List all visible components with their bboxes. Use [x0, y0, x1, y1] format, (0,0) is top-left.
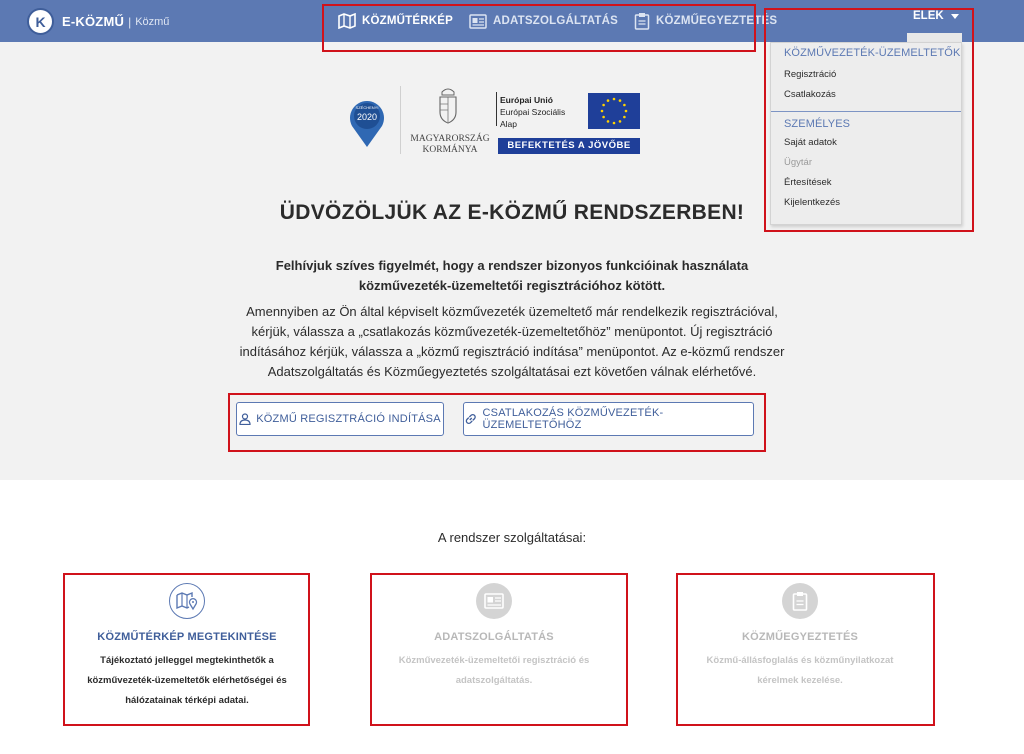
user-dropdown	[770, 42, 962, 225]
clipboard-icon	[792, 591, 808, 611]
card-description	[73, 651, 301, 711]
eu-flag-icon	[588, 93, 640, 129]
description-line: kérjük, válassza a „csatlakozás közművezeték-üzemeltetőhöz” menüpontot. Új regisztráció	[251, 324, 773, 339]
brand[interactable]	[27, 8, 169, 35]
description-line: Amennyiben az Ön által képviselt közművezeték üzemeltető már rendelkezik regisztrációval,	[246, 304, 778, 319]
id-card-icon	[484, 593, 504, 609]
dropdown-section-operators: KÖZMŰVEZETÉK-ÜZEMELTETŐK	[784, 47, 961, 59]
user-menu-tab	[907, 33, 962, 42]
government-text	[410, 134, 490, 156]
card-title: KÖZMŰTÉRKÉP MEGTEKINTÉSE	[97, 631, 277, 643]
brand-separator: |	[128, 14, 132, 29]
eu-line2: Európai Szociális	[500, 107, 566, 117]
start-registration-button[interactable]	[236, 402, 444, 436]
nav-adatszolgaltatas[interactable]	[469, 14, 618, 29]
user-menu-toggle[interactable]	[913, 10, 959, 22]
eu-line3: Alap	[500, 119, 518, 129]
caret-down-icon	[951, 14, 959, 19]
notice-line: közművezeték-üzemeltetői regisztrációhoz kötött.	[358, 278, 666, 293]
dropdown-item-notifications[interactable]: Értesítések	[784, 177, 832, 188]
button-label: CSATLAKOZÁS KÖZMŰVEZETÉK-ÜZEMELTETŐHÖZ	[482, 407, 664, 431]
nav-label: KÖZMŰTÉRKÉP	[362, 15, 454, 27]
clipboard-icon	[634, 12, 650, 30]
card-icon-wrap	[169, 583, 205, 619]
description-text	[0, 302, 1024, 382]
dropdown-section-personal: SZEMÉLYES	[784, 118, 851, 130]
coat-of-arms-icon	[436, 86, 460, 124]
dropdown-item-connect[interactable]: Csatlakozás	[784, 89, 836, 100]
nav-kozmuegyeztetes[interactable]	[634, 12, 777, 30]
top-navbar	[0, 0, 1024, 42]
notice-text	[0, 256, 1024, 296]
card-icon-wrap	[476, 583, 512, 619]
card-line: Közművezeték-üzemeltetői regisztráció és	[398, 655, 590, 666]
card-line: kérelmek kezelése.	[757, 675, 843, 686]
nav-label: ADATSZOLGÁLTATÁS	[493, 15, 619, 27]
szechenyi-label: SZÉCHENYI	[355, 105, 379, 110]
government-line2: KORMÁNYA	[422, 145, 478, 155]
eu-text	[500, 94, 565, 130]
dropdown-item-ugytar: Ügytár	[784, 157, 812, 168]
brand-name: E-KÖZMŰ	[62, 14, 125, 29]
card-line: Tájékoztató jelleggel megtekinthetők a	[100, 655, 274, 666]
service-card-kozmuegyeztetes	[678, 575, 922, 727]
eu-banner: BEFEKTETÉS A JÖVŐBE	[498, 138, 640, 154]
description-line: indításához kérjük, válassza a „közmű regisztráció indítása” menüpontot. Az e-közmű rendszer	[239, 344, 785, 359]
card-line: közművezeték-üzemeltetők elérhetőségei és	[87, 675, 287, 686]
logo-divider	[400, 86, 401, 154]
link-icon	[464, 412, 478, 426]
card-title: KÖZMŰEGYEZTETÉS	[741, 631, 859, 643]
dropdown-divider	[771, 111, 961, 112]
sponsor-logos	[348, 84, 648, 160]
main-nav	[338, 12, 793, 30]
card-description	[380, 651, 608, 691]
notice-line: Felhívjuk szíves figyelmét, hogy a rendszer bizonyos funkcióinak használata	[275, 258, 749, 273]
connect-operator-button[interactable]	[463, 402, 754, 436]
description-line: Adatszolgáltatás és Közműegyeztetés szolgáltatásai ezt követően válnak elérhetővé.	[267, 364, 757, 379]
service-card-kozmuterkep[interactable]	[65, 575, 309, 727]
eu-line1: Európai Unió	[500, 95, 553, 105]
id-card-icon	[469, 14, 487, 29]
card-line: hálózatainak térképi adatai.	[125, 695, 249, 706]
card-line: adatszolgáltatás.	[455, 675, 533, 686]
brand-subtitle: Közmű	[135, 15, 170, 28]
szechenyi-year: 2020	[356, 112, 378, 122]
dropdown-item-own-data[interactable]: Saját adatok	[784, 137, 837, 148]
map-pin-icon	[176, 591, 198, 611]
card-line: Közmű-állásfoglalás és közműnyilatkozat	[706, 655, 894, 666]
welcome-heading: ÜDVÖZÖLJÜK AZ E-KÖZMŰ RENDSZERBEN!	[279, 201, 745, 224]
user-name: ELEK	[913, 10, 944, 22]
nav-kozmuterkep[interactable]	[338, 13, 453, 29]
user-icon	[239, 413, 251, 425]
service-card-adatszolgaltatas	[372, 575, 616, 727]
government-line1: MAGYARORSZÁG	[410, 134, 490, 144]
services-title: A rendszer szolgáltatásai:	[437, 530, 587, 545]
nav-label: KÖZMŰEGYEZTETÉS	[656, 15, 778, 27]
card-icon-wrap	[782, 583, 818, 619]
brand-logo: K	[27, 8, 54, 35]
dropdown-item-registration[interactable]: Regisztráció	[784, 69, 837, 80]
button-label: KÖZMŰ REGISZTRÁCIÓ INDÍTÁSA	[256, 413, 441, 425]
card-description	[686, 651, 914, 691]
szechenyi-2020-logo	[348, 96, 386, 148]
logo-divider	[496, 92, 497, 126]
card-title: ADATSZOLGÁLTATÁS	[434, 631, 554, 643]
dropdown-item-logout[interactable]: Kijelentkezés	[784, 197, 840, 208]
map-icon	[338, 13, 356, 29]
